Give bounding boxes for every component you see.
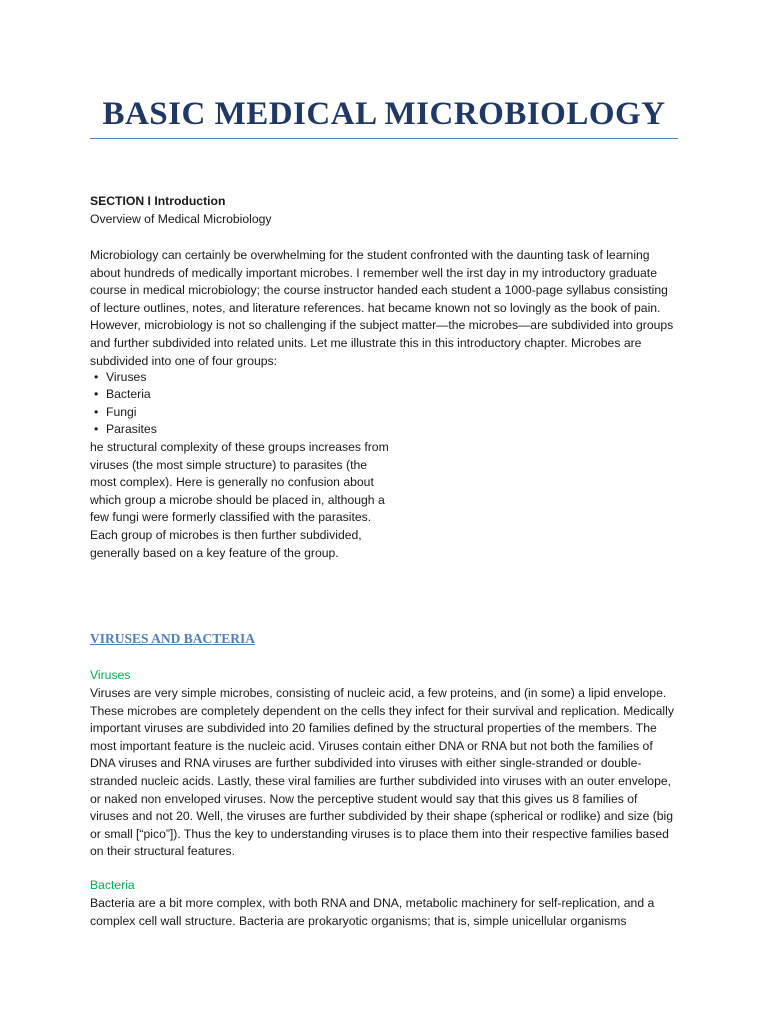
viruses-subheading: Viruses xyxy=(90,668,131,682)
microbe-group-list xyxy=(90,369,157,439)
bullet-icon: • xyxy=(94,370,99,384)
bullet-icon: • xyxy=(94,422,99,437)
bacteria-subheading: Bacteria xyxy=(90,878,135,892)
overview-line: Overview of Medical Microbiology xyxy=(90,212,272,226)
title-divider xyxy=(90,138,678,139)
list-item-label: Bacteria xyxy=(106,387,151,402)
list-item xyxy=(90,404,157,421)
intro-paragraph: Microbiology can certainly be overwhelming for the student confronted with the daunting task of learning about hundreds of medically important microbes. I remember well the irst day in my introductory graduate course in medical microbiology; the course instructor handed each student a 1000-page syllabus consisting of lecture outlines, notes, and literature references. hat became known not so lovingly as the book of pain. However, microbiology is not so challenging if the subject matter—the microbes—are subdivided into groups and further subdivided into related units. Let me illustrate this in this introductory chapter. Microbes are subdivided into one of four groups: xyxy=(90,248,674,368)
list-item xyxy=(90,369,157,386)
bacteria-paragraph: Bacteria are a bit more complex, with both RNA and DNA, metabolic machinery for self-replication, and a complex cell wall structure. Bacteria are prokaryotic organisms; that is, simple unicellular organisms xyxy=(90,896,655,928)
bullet-icon: • xyxy=(94,387,99,402)
list-item xyxy=(90,386,157,403)
bullet-icon: • xyxy=(94,404,99,419)
list-item-label: Parasites xyxy=(106,422,157,437)
list-item-label: Viruses xyxy=(106,370,147,384)
groups-paragraph: he structural complexity of these groups increases from viruses (the most simple structure) to parasites (the most complex). Here is generally no confusion about which group a microbe should be placed in, although a few fungi were formerly classified with the parasites. Each group of microbes is then further subdivided, generally based on a key feature of the group. xyxy=(90,440,389,560)
section-heading: VIRUSES AND BACTERIA xyxy=(90,631,256,646)
list-item xyxy=(90,421,157,438)
document-title: BASIC MEDICAL MICROBIOLOGY xyxy=(102,96,666,132)
list-item-label: Fungi xyxy=(106,404,137,419)
section-label: SECTION I Introduction xyxy=(90,194,226,208)
viruses-paragraph: Viruses are very simple microbes, consisting of nucleic acid, a few proteins, and (in some) a lipid envelope. These microbes are completely dependent on the cells they infect for their survival and replication. Medically important viruses are subdivided into 20 families defined by the structural properties of the members. The most important feature is the nucleic acid. Viruses contain either DNA or RNA but not both the families of DNA viruses and RNA viruses are further subdivided into viruses with either single-stranded or double-stranded nucleic acids. Lastly, these viral families are further subdivided into viruses with an outer envelope, or naked non enveloped viruses. Now the perceptive student would say that this gives us 8 families of viruses and not 20. Well, the viruses are further subdivided by their shape (spherical or rodlike) and size (big or small [“pico”]). Thus the key to understanding viruses is to place them into their respective families based on their structural features. xyxy=(90,686,674,859)
